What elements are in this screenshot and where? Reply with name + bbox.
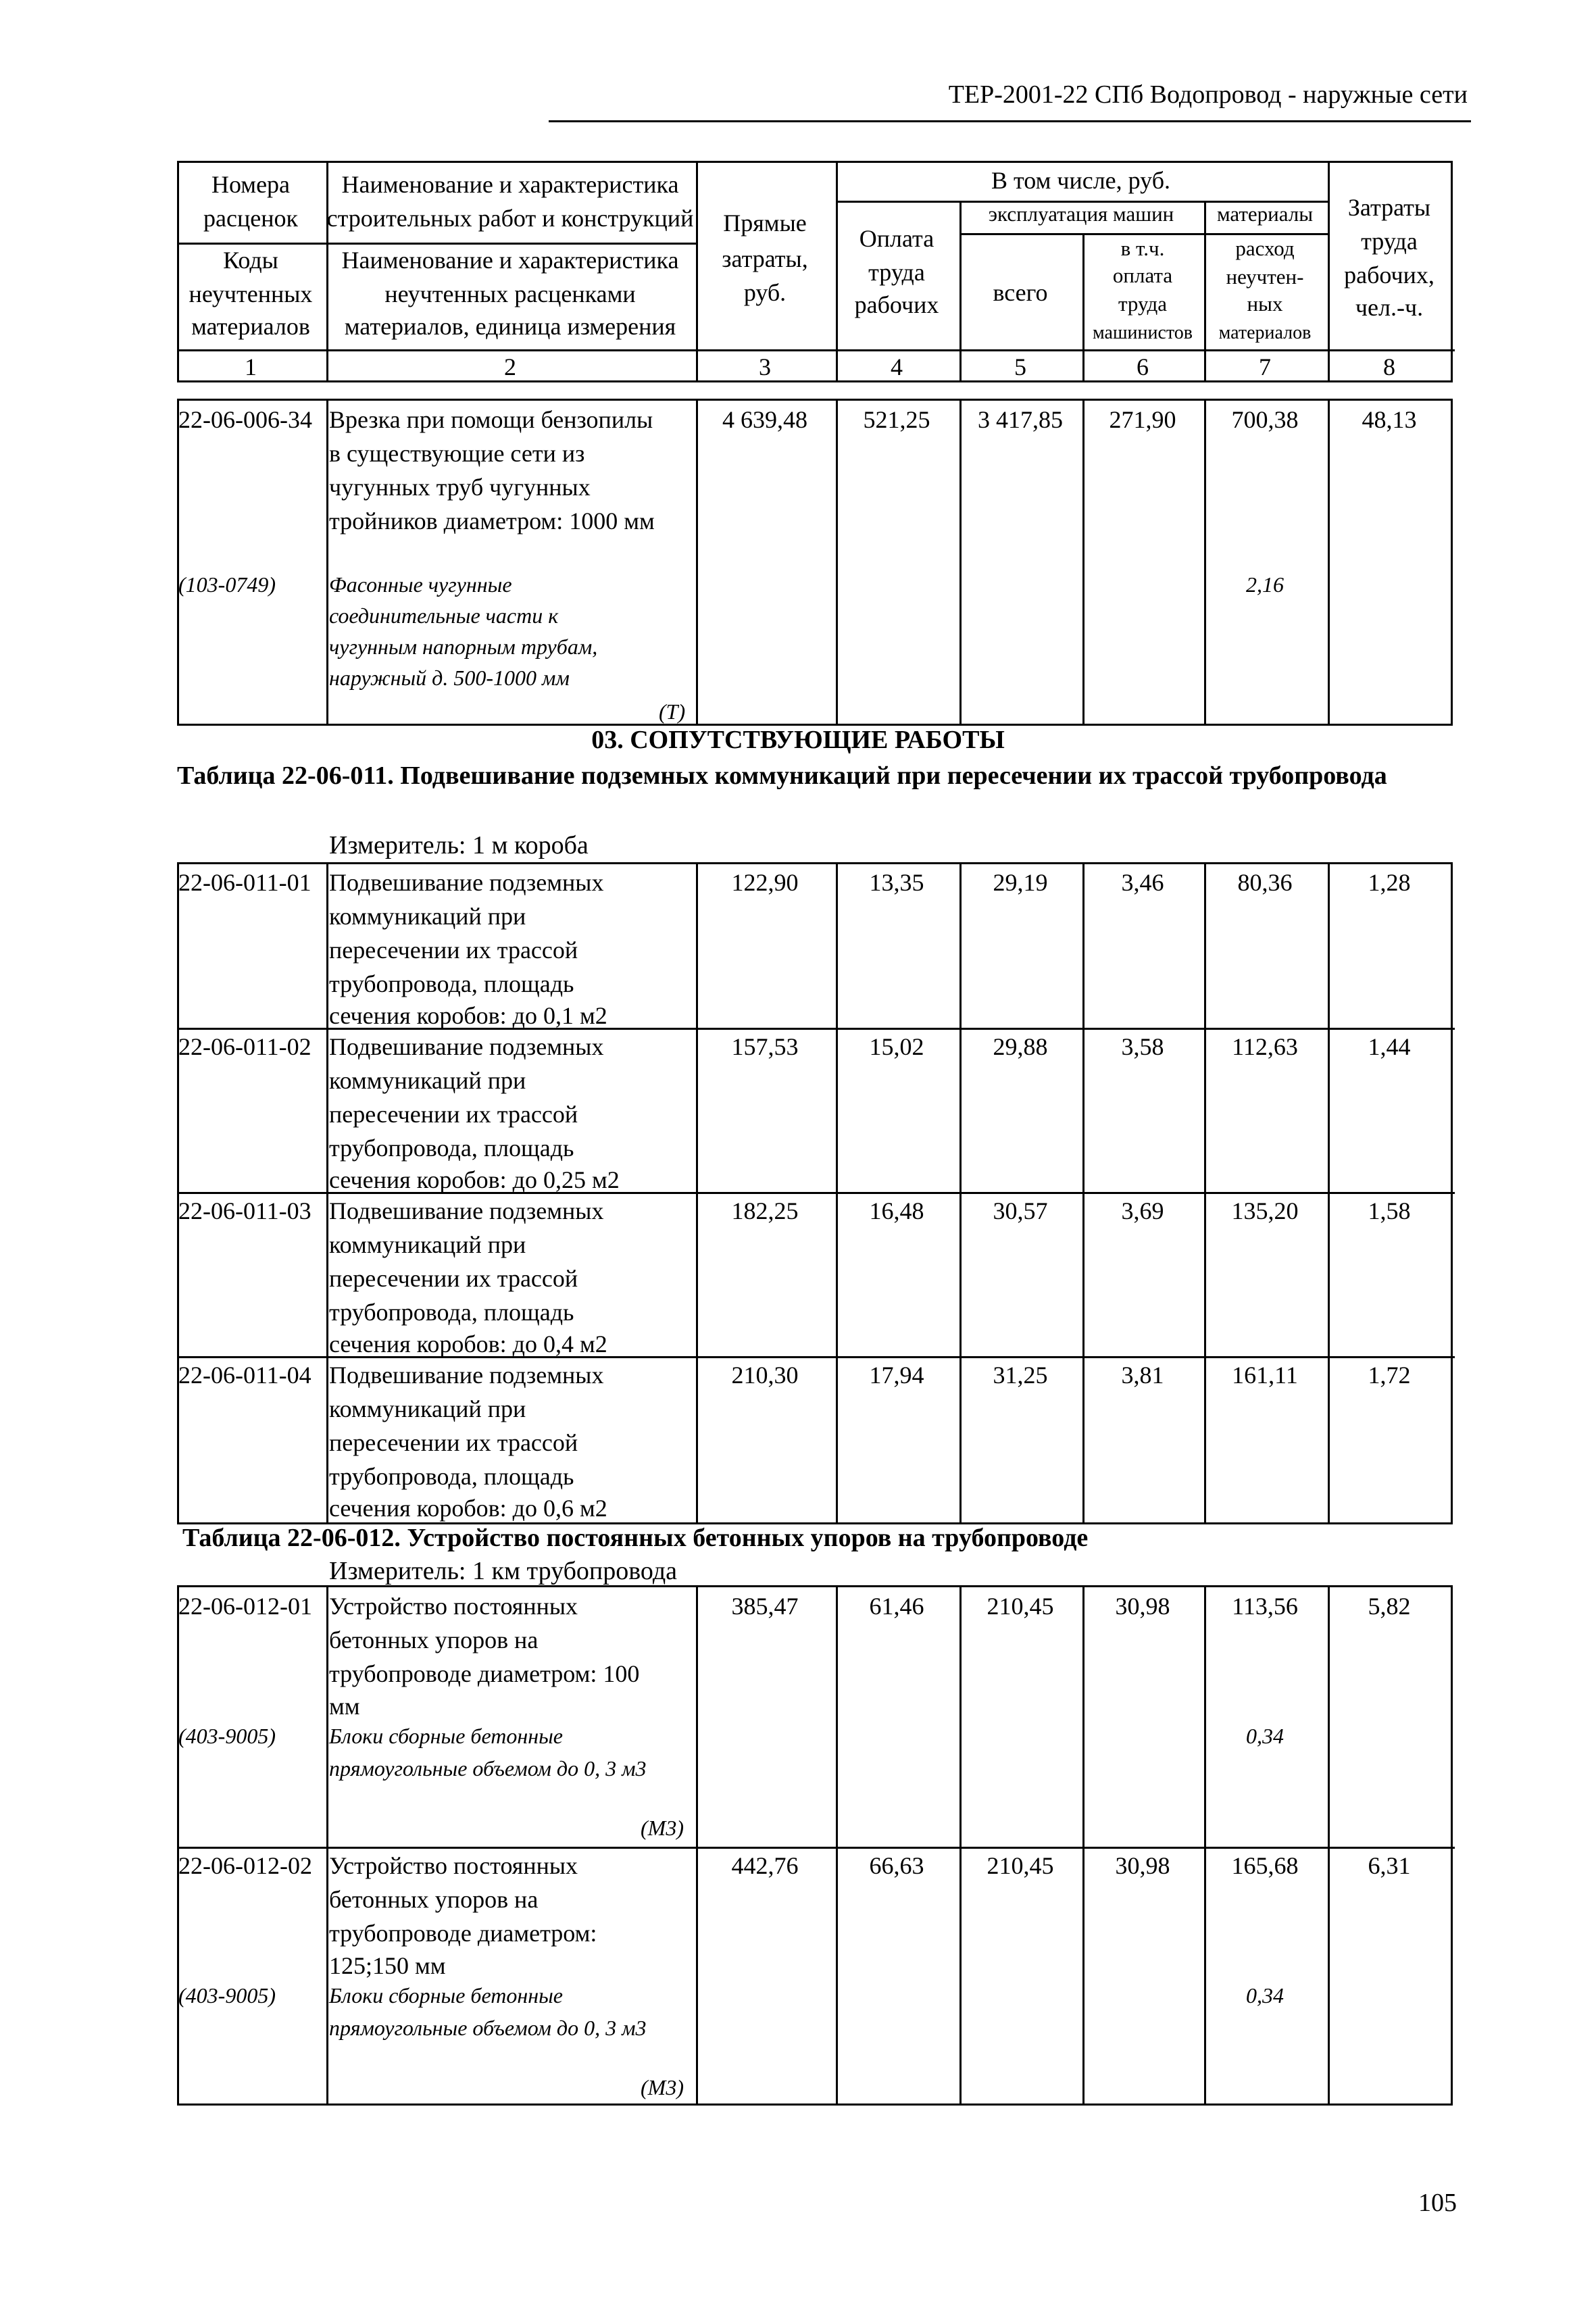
work-name-line: пересечении их трассой (329, 1429, 578, 1456)
table-012-title: Таблица 22-06-012. Устройство постоянных бетонных упоров на трубопроводе (182, 1524, 1089, 1552)
hdr-c7-d: материалов (1218, 322, 1312, 343)
work-name-line: трубопровода, площадь (329, 1463, 574, 1490)
value-machinist-pay: 3,58 (1121, 1033, 1164, 1060)
work-name-line: пересечении их трассой (329, 1265, 578, 1292)
value-labor-pay: 17,94 (869, 1362, 924, 1389)
value-materials: 135,20 (1231, 1197, 1299, 1224)
rate-code: 22-06-012-02 (178, 1852, 312, 1879)
col-number-5: 5 (1014, 353, 1026, 380)
value-machinist-pay: 3,46 (1121, 869, 1164, 896)
value-machinist-pay: 30,98 (1115, 1593, 1170, 1620)
hdr-c2-b: строительных работ и конструкций (326, 205, 694, 232)
hdr-c7-a: расход (1235, 237, 1295, 260)
value-direct-costs: 182,25 (731, 1197, 799, 1224)
table-011-measure: Измеритель: 1 м короба (329, 831, 589, 860)
value-machinist-pay: 3,81 (1121, 1362, 1164, 1389)
rate-code: 22-06-012-01 (178, 1593, 312, 1620)
work-name-line: коммуникаций при (329, 903, 526, 930)
rate-code: 22-06-011-01 (178, 869, 311, 896)
work-name-line: чугунных труб чугунных (329, 474, 591, 501)
page-header-title: ТЕР-2001-22 СПб Водопровод - наружные сети (948, 80, 1468, 109)
material-qty: 0,34 (1246, 1983, 1284, 2008)
value-labor-pay: 61,46 (869, 1593, 924, 1620)
work-name-line: Подвешивание подземных (329, 869, 604, 896)
value-direct-costs: 157,53 (731, 1033, 799, 1060)
work-name-line: Подвешивание подземных (329, 1197, 604, 1224)
work-name-line: Устройство постоянных (329, 1852, 578, 1879)
hdr-c8-c: рабочих, (1344, 262, 1435, 289)
value-direct-costs: 210,30 (731, 1362, 799, 1389)
value-materials: 165,68 (1231, 1852, 1299, 1879)
hdr-c6-d: машинистов (1093, 322, 1193, 343)
value-machinist-pay: 3,69 (1121, 1197, 1164, 1224)
work-name-line: коммуникаций при (329, 1231, 526, 1258)
material-qty: 2,16 (1246, 572, 1284, 597)
value-labor-hours: 48,13 (1362, 406, 1417, 433)
col-number-7: 7 (1259, 353, 1271, 380)
hdr-c3-c: руб. (743, 279, 787, 306)
value-labor-hours: 1,44 (1368, 1033, 1411, 1060)
value-direct-costs: 442,76 (731, 1852, 799, 1879)
table-011-title: Таблица 22-06-011. Подвешивание подземных коммуникаций при пересечении их трассой трубопровода (177, 762, 1387, 790)
value-labor-hours: 1,28 (1368, 869, 1411, 896)
material-name-line: Фасонные чугунные (329, 572, 512, 597)
material-name-line: Блоки сборные бетонные (329, 1724, 563, 1748)
hdr-machines: эксплуатация машин (988, 202, 1174, 226)
work-name-line: пересечении их трассой (329, 937, 578, 964)
work-name-line: коммуникаций при (329, 1395, 526, 1422)
col-number-3: 3 (759, 353, 771, 380)
material-code: (403-9005) (178, 1983, 276, 2008)
work-name-line: Подвешивание подземных (329, 1362, 604, 1389)
hdr-c1-d: неучтенных (189, 280, 313, 307)
material-name-line: Блоки сборные бетонные (329, 1983, 563, 2008)
hdr-c5: всего (993, 279, 1048, 306)
material-name-line: прямоугольные объемом до 0, 3 м3 (329, 2016, 647, 2040)
work-name-line: трубопровода, площадь (329, 1299, 574, 1326)
material-name-line: чугунным напорным трубам, (329, 634, 598, 659)
hdr-c3-b: затраты, (722, 245, 808, 272)
hdr-c6-a: в т.ч. (1120, 237, 1165, 260)
material-code: (403-9005) (178, 1724, 276, 1748)
value-machines-total: 210,45 (987, 1593, 1054, 1620)
value-direct-costs: 122,90 (731, 869, 799, 896)
rate-code: 22-06-011-03 (178, 1197, 311, 1224)
value-labor-hours: 6,31 (1368, 1852, 1411, 1879)
value-materials: 80,36 (1237, 869, 1293, 896)
hdr-c6-b: оплата (1112, 264, 1173, 287)
value-materials: 161,11 (1232, 1362, 1298, 1389)
hdr-c8-a: Затраты (1347, 194, 1431, 221)
value-labor-pay: 13,35 (869, 869, 924, 896)
work-name-line: бетонных упоров на (329, 1886, 539, 1913)
hdr-c1-e: материалов (191, 313, 310, 340)
work-name-line: трубопроводе диаметром: (329, 1920, 597, 1947)
hdr-c3-a: Прямые (723, 209, 807, 237)
value-machinist-pay: 271,90 (1109, 406, 1176, 433)
material-unit: (М3) (641, 2075, 684, 2099)
col-number-1: 1 (245, 353, 257, 380)
value-materials: 112,63 (1232, 1033, 1298, 1060)
hdr-c7-b: неучтен- (1226, 265, 1304, 289)
value-machines-total: 3 417,85 (978, 406, 1063, 433)
value-machinist-pay: 30,98 (1115, 1852, 1170, 1879)
value-machines-total: 29,88 (993, 1033, 1048, 1060)
value-labor-pay: 15,02 (869, 1033, 924, 1060)
work-name-line: пересечении их трассой (329, 1101, 578, 1128)
hdr-c6-c: труда (1118, 292, 1168, 316)
hdr-c8-b: труда (1361, 228, 1418, 255)
hdr-c7-c: ных (1247, 292, 1283, 316)
value-labor-hours: 1,58 (1368, 1197, 1411, 1224)
value-labor-pay: 521,25 (863, 406, 930, 433)
header-rule (549, 120, 1471, 122)
work-name-line: трубопровода, площадь (329, 1135, 574, 1162)
material-name-line: соединительные части к (329, 603, 559, 628)
material-unit: (Т) (659, 699, 686, 724)
page-number: 105 (1418, 2189, 1457, 2217)
col-number-4: 4 (891, 353, 903, 380)
hdr-c4-c: рабочих (854, 291, 939, 318)
material-unit: (М3) (641, 1816, 684, 1840)
rate-code: 22-06-006-34 (178, 406, 312, 433)
value-machines-total: 210,45 (987, 1852, 1054, 1879)
work-name-line: мм (329, 1693, 360, 1720)
material-name-line: прямоугольные объемом до 0, 3 м3 (329, 1756, 647, 1781)
work-name-line: тройников диаметром: 1000 мм (329, 507, 655, 534)
work-name-line: 125;150 мм (329, 1952, 446, 1979)
value-materials: 700,38 (1231, 406, 1299, 433)
work-name-line: Подвешивание подземных (329, 1033, 604, 1060)
material-name-line: наружный д. 500-1000 мм (329, 666, 570, 690)
rate-code: 22-06-011-04 (178, 1362, 311, 1389)
section-title: 03. СОПУТСТВУЮЩИЕ РАБОТЫ (591, 726, 1005, 754)
value-labor-hours: 1,72 (1368, 1362, 1411, 1389)
hdr-materials: материалы (1216, 202, 1314, 226)
work-name-line: сечения коробов: до 0,6 м2 (329, 1495, 607, 1522)
hdr-c2-e: материалов, единица измерения (344, 313, 676, 340)
hdr-c1-b: расценок (203, 205, 298, 232)
hdr-c1-c: Коды (223, 247, 278, 274)
hdr-c4-a: Оплата (859, 225, 934, 252)
work-name-line: в существующие сети из (329, 440, 585, 467)
col-number-6: 6 (1137, 353, 1149, 380)
value-labor-pay: 16,48 (869, 1197, 924, 1224)
work-name-line: сечения коробов: до 0,25 м2 (329, 1166, 620, 1193)
value-materials: 113,56 (1232, 1593, 1298, 1620)
rate-code: 22-06-011-02 (178, 1033, 311, 1060)
value-machines-total: 29,19 (993, 869, 1048, 896)
hdr-c2-c: Наименование и характеристика (341, 247, 679, 274)
work-name-line: сечения коробов: до 0,1 м2 (329, 1002, 607, 1029)
col-number-2: 2 (504, 353, 516, 380)
work-name-line: трубопровода, площадь (329, 970, 574, 997)
value-machines-total: 31,25 (993, 1362, 1048, 1389)
value-labor-hours: 5,82 (1368, 1593, 1411, 1620)
value-direct-costs: 4 639,48 (722, 406, 807, 433)
work-name-line: бетонных упоров на (329, 1626, 539, 1653)
table-012-measure: Измеритель: 1 км трубопровода (329, 1557, 678, 1585)
work-name-line: Врезка при помощи бензопилы (329, 406, 653, 433)
material-qty: 0,34 (1246, 1724, 1284, 1748)
hdr-c2-a: Наименование и характеристика (341, 171, 679, 198)
value-machines-total: 30,57 (993, 1197, 1048, 1224)
col-number-8: 8 (1383, 353, 1395, 380)
value-direct-costs: 385,47 (731, 1593, 799, 1620)
work-name-line: сечения коробов: до 0,4 м2 (329, 1330, 607, 1358)
work-name-line: коммуникаций при (329, 1067, 526, 1094)
value-labor-pay: 66,63 (869, 1852, 924, 1879)
hdr-c4-b: труда (868, 259, 925, 286)
hdr-c1-a: Номера (211, 171, 291, 198)
hdr-incl: В том числе, руб. (991, 167, 1171, 194)
work-name-line: Устройство постоянных (329, 1593, 578, 1620)
hdr-c2-d: неучтенных расценками (384, 280, 636, 307)
hdr-c8-d: чел.-ч. (1355, 294, 1424, 321)
work-name-line: трубопроводе диаметром: 100 (329, 1660, 640, 1687)
material-code: (103-0749) (178, 572, 276, 597)
